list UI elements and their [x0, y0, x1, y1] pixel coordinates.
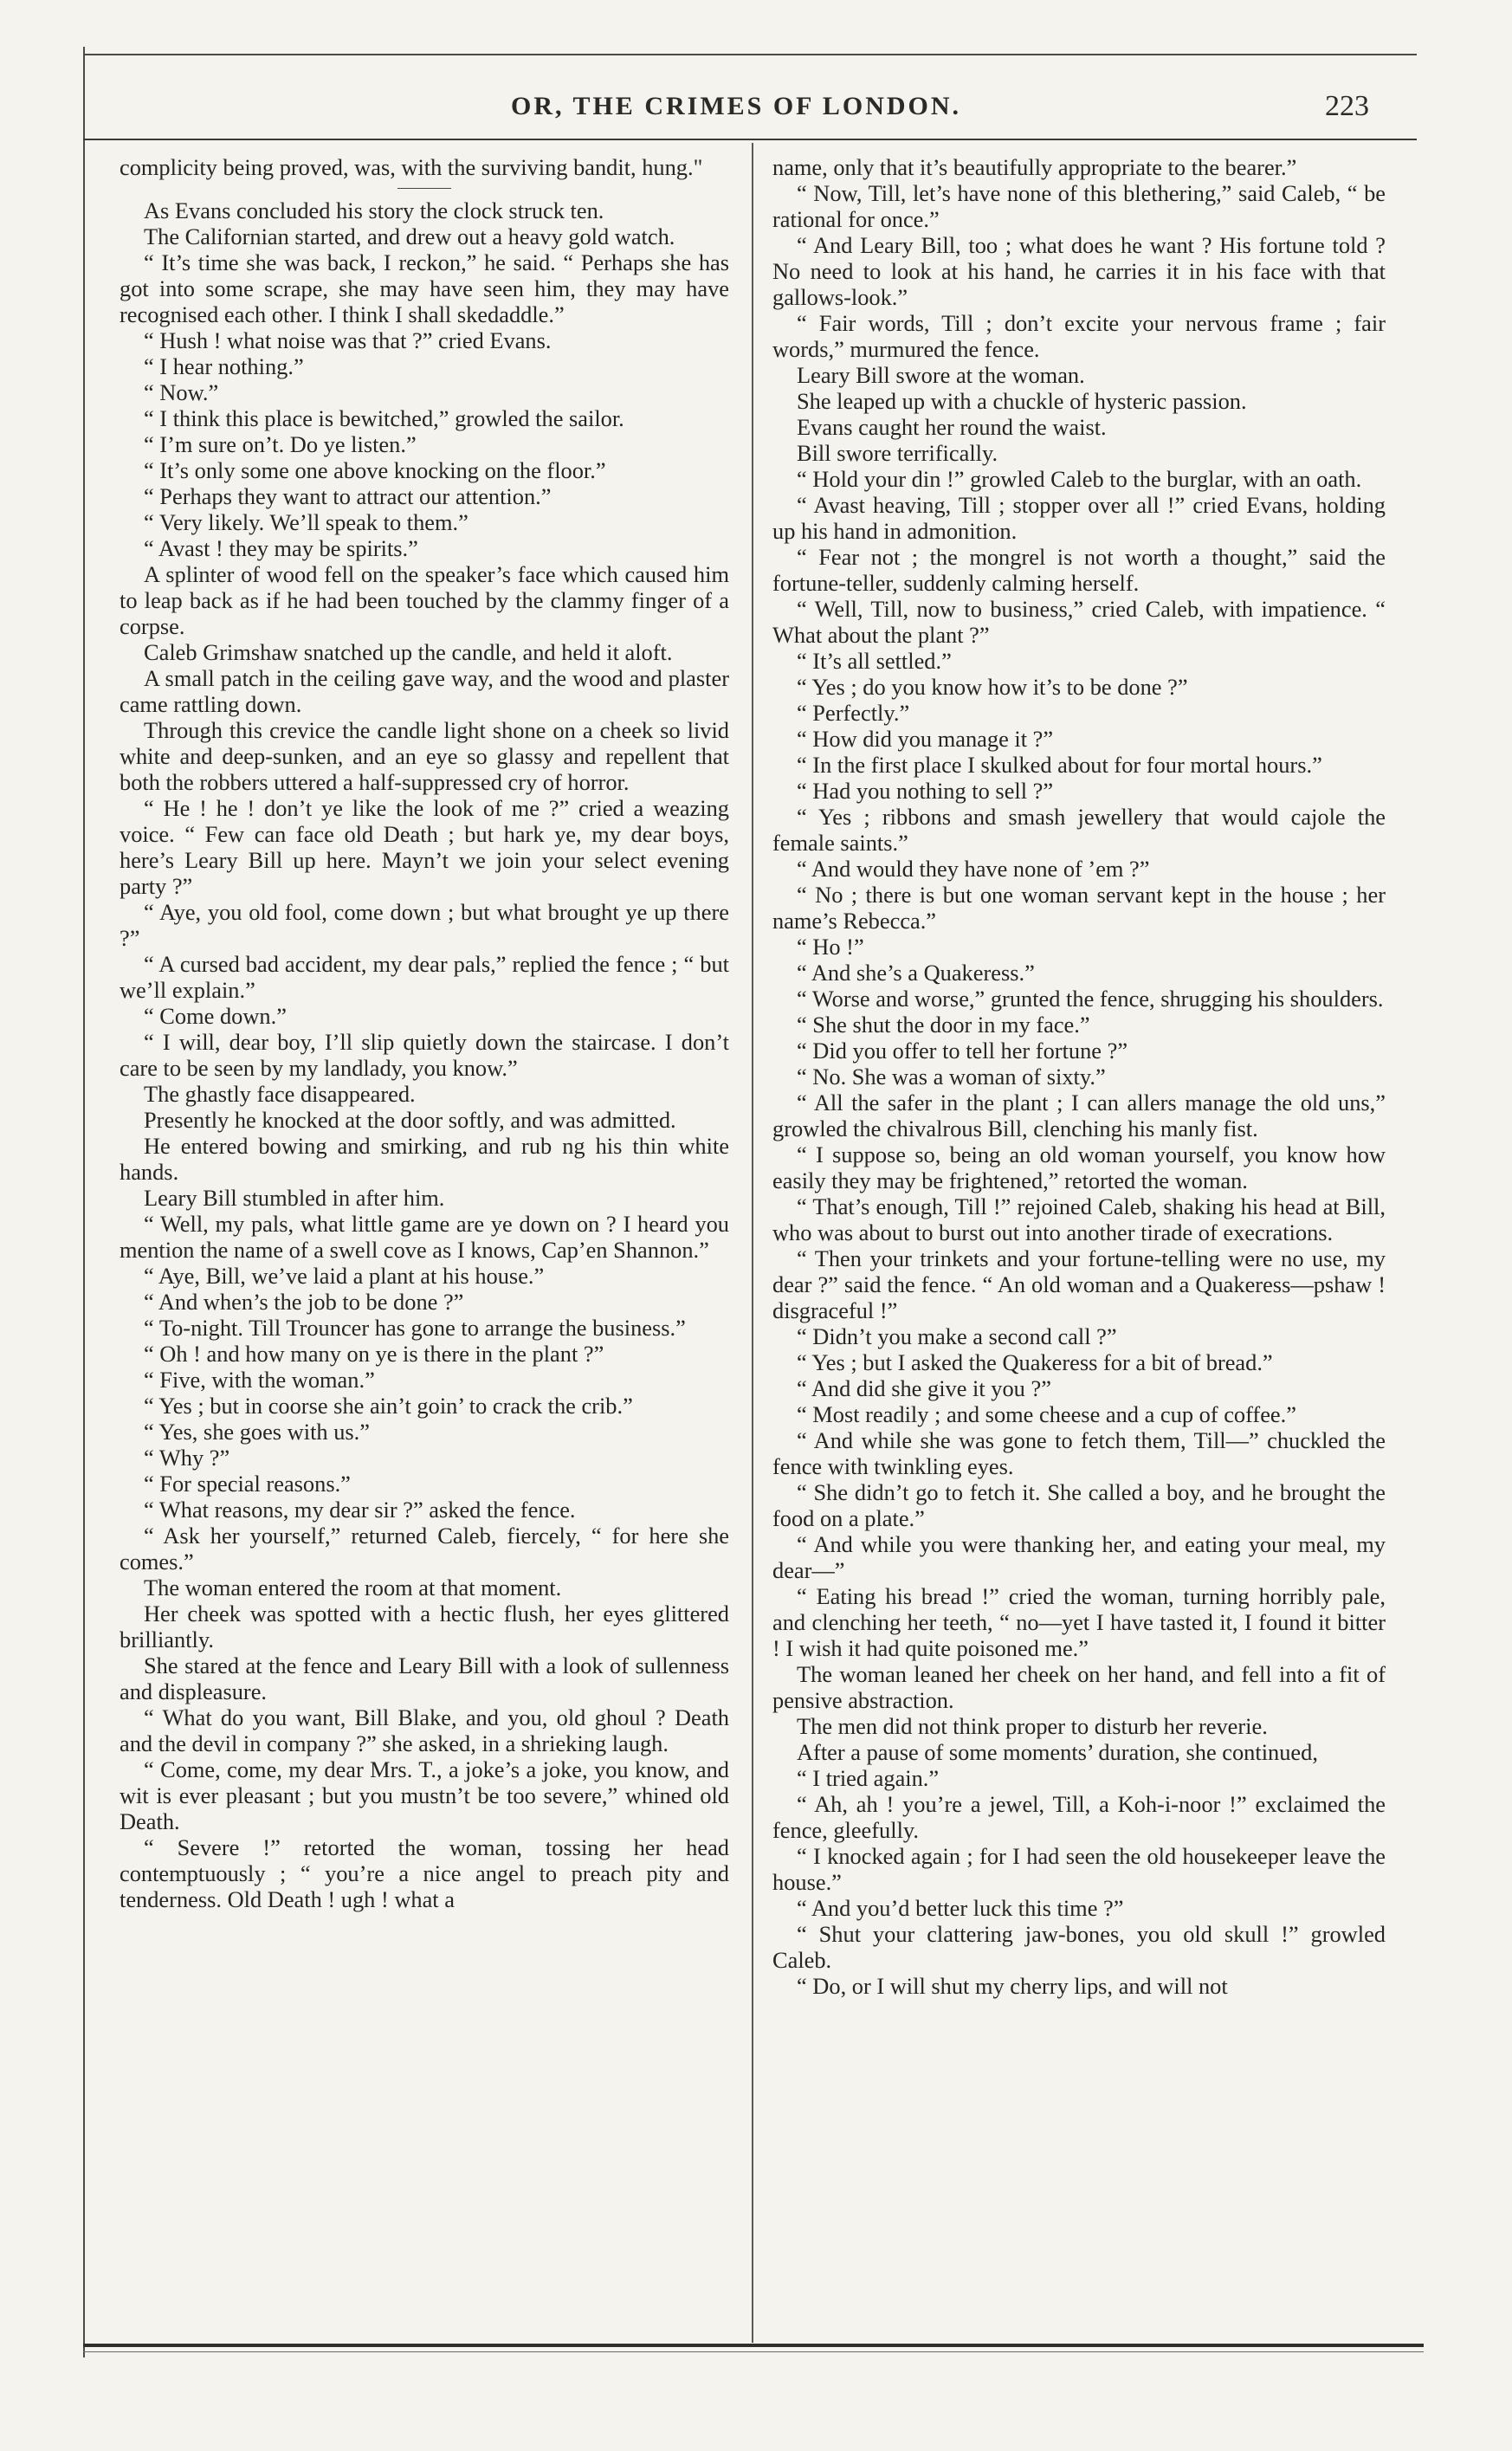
paragraph: “ In the first place I skulked about for four mortal hours.”	[797, 752, 1322, 778]
paragraph: “ Yes ; but I asked the Quakeress for a bit of bread.”	[797, 1349, 1273, 1375]
paragraph: As Evans concluded his story the clock struck ten.	[144, 197, 604, 223]
paragraph: Through this crevice the candle light shone on a cheek so livid white and deep-sunken, and an eye so glassy and repellent that both the robbers uttered a half-suppressed cry of horror.	[120, 717, 729, 795]
paragraph: “ And did she give it you ?”	[797, 1375, 1051, 1401]
paragraph: “ And she’s a Quakeress.”	[797, 960, 1035, 986]
paragraph: “ Severe !” retorted the woman, tossing her head contemptuously ; “ you’re a nice angel to preach pity and tenderness. Old Death ! ugh ! what a	[120, 1834, 729, 1912]
paragraph: “ Very likely. We’ll speak to them.”	[144, 509, 468, 535]
paragraph: “ Aye, you old fool, come down ; but what brought ye up there ?”	[120, 899, 729, 951]
bottom-rule	[83, 2344, 1424, 2347]
paragraph: “ I tried again.”	[797, 1765, 940, 1791]
paragraph: “ Now.”	[144, 379, 219, 405]
paragraph: A small patch in the ceiling gave way, and the wood and plaster came rattling down.	[120, 665, 729, 717]
paragraph: “ Yes, she goes with us.”	[144, 1419, 370, 1445]
paragraph: “ Well, my pals, what little game are ye down on ? I heard you mention the name of a swell cove as I knows, Cap’en Shannon.”	[120, 1211, 729, 1263]
paragraph: “ I’m sure on’t. Do ye listen.”	[144, 431, 417, 457]
paragraph: The ghastly face disappeared.	[144, 1081, 416, 1107]
paragraph: “ Ask her yourself,” returned Caleb, fiercely, “ for here she comes.”	[120, 1523, 729, 1575]
paragraph: The woman leaned her cheek on her hand, and fell into a fit of pensive abstraction.	[772, 1661, 1386, 1713]
paragraph: “ Do, or I will shut my cherry lips, and will not	[797, 1973, 1228, 1999]
paragraph: “ Avast ! they may be spirits.”	[144, 535, 418, 561]
paragraph: “ Yes ; but in coorse she ain’t goin’ to crack the crib.”	[144, 1393, 633, 1419]
paragraph: “ Perhaps they want to attract our attention.”	[144, 483, 552, 509]
paragraph: “ Now, Till, let’s have none of this blethering,” said Caleb, “ be rational for once.”	[772, 180, 1386, 232]
paragraph: “ Perfectly.”	[797, 700, 910, 726]
paragraph: “ Yes ; ribbons and smash jewellery that would cajole the female saints.”	[772, 804, 1386, 856]
running-title: OR, THE CRIMES OF LONDON.	[511, 92, 962, 120]
paragraph: “ She shut the door in my face.”	[797, 1012, 1090, 1038]
paragraph: “ Didn’t you make a second call ?”	[797, 1323, 1117, 1349]
paragraph: Caleb Grimshaw snatched up the candle, and held it aloft.	[144, 639, 673, 665]
paragraph: “ What reasons, my dear sir ?” asked the fence.	[144, 1497, 576, 1523]
paragraph: He entered bowing and smirking, and rub ng his thin white hands.	[120, 1133, 729, 1185]
paragraph: “ And you’d better luck this time ?”	[797, 1895, 1124, 1921]
paragraph: “ She didn’t go to fetch it. She called a boy, and he brought the food on a plate.”	[772, 1479, 1386, 1531]
paragraph: “ Five, with the woman.”	[144, 1367, 375, 1393]
paragraph: “ I suppose so, being an old woman yourself, you know how easily they may be frightened,” retorted the woman.	[772, 1141, 1386, 1193]
paragraph: “ Fair words, Till ; don’t excite your nervous frame ; fair words,” murmured the fence.	[772, 310, 1386, 362]
paragraph: “ I hear nothing.”	[144, 353, 304, 379]
paragraph: “ Avast heaving, Till ; stopper over all !” cried Evans, holding up his hand in admonition.	[772, 492, 1386, 544]
paragraph: “ And when’s the job to be done ?”	[144, 1289, 464, 1315]
column-divider	[752, 143, 753, 2343]
paragraph: “ And while you were thanking her, and eating your meal, my dear—”	[772, 1531, 1386, 1583]
paragraph: “ How did you manage it ?”	[797, 726, 1054, 752]
paragraph: “ Most readily ; and some cheese and a cup of coffee.”	[797, 1401, 1296, 1427]
paragraph: “ And while she was gone to fetch them, Till—” chuckled the fence with twinkling eyes.	[772, 1427, 1386, 1479]
paragraph: “ It’s time she was back, I reckon,” he said. “ Perhaps she has got into some scrape, she may have seen him, they may have recognised each other. I think I shall skedaddle.”	[120, 249, 729, 327]
paragraph: Bill swore terrifically.	[797, 440, 998, 466]
header-rule	[83, 139, 1417, 140]
right-column	[772, 154, 1386, 1999]
paragraph: “ Well, Till, now to business,” cried Caleb, with impatience. “ What about the plant ?”	[772, 596, 1386, 648]
paragraph: “ Ah, ah ! you’re a jewel, Till, a Koh-i-noor !” exclaimed the fence, gleefully.	[772, 1791, 1386, 1843]
paragraph: “ Aye, Bill, we’ve laid a plant at his house.”	[144, 1263, 545, 1289]
paragraph: Her cheek was spotted with a hectic flush, her eyes glittered brilliantly.	[120, 1601, 729, 1652]
paragraph: “ Hush ! what noise was that ?” cried Evans.	[144, 327, 552, 353]
paragraph: “ And Leary Bill, too ; what does he want ? His fortune told ? No need to look at his hand, he carries it in his face with that gallows-look.”	[772, 232, 1386, 310]
paragraph: Leary Bill swore at the woman.	[797, 362, 1085, 388]
paragraph: A splinter of wood fell on the speaker’s face which caused him to leap back as if he had been touched by the clammy finger of a corpse.	[120, 561, 729, 639]
paragraph: “ No. She was a woman of sixty.”	[797, 1064, 1106, 1090]
paragraph: She stared at the fence and Leary Bill with a look of sullenness and displeasure.	[120, 1652, 729, 1704]
section-separator	[397, 188, 451, 189]
page-number: 223	[1325, 90, 1369, 122]
paragraph: “ No ; there is but one woman servant kept in the house ; her name’s Rebecca.”	[772, 882, 1386, 934]
paragraph: “ Oh ! and how many on ye is there in the plant ?”	[144, 1341, 604, 1367]
paragraph: “ All the safer in the plant ; I can allers manage the old uns,” growled the chivalrous Bill, clenching his manly fist.	[772, 1090, 1386, 1141]
paragraph: “ To-night. Till Trouncer has gone to arrange the business.”	[144, 1315, 686, 1341]
paragraph: “ What do you want, Bill Blake, and you, old ghoul ? Death and the devil in company ?” she asked, in a shrieking laugh.	[120, 1704, 729, 1756]
paragraph: “ That’s enough, Till !” rejoined Caleb, shaking his head at Bill, who was about to burst out into another tirade of execrations.	[772, 1193, 1386, 1245]
paragraph: “ Had you nothing to sell ?”	[797, 778, 1054, 804]
paragraph: name, only that it’s beautifully appropriate to the bearer.”	[772, 154, 1297, 180]
paragraph: “ I knocked again ; for I had seen the old housekeeper leave the house.”	[772, 1843, 1386, 1895]
paragraph: complicity being proved, was, with the surviving bandit, hung."	[120, 154, 703, 180]
paragraph: She leaped up with a chuckle of hysteric passion.	[797, 388, 1247, 414]
paragraph: “ A cursed bad accident, my dear pals,” replied the fence ; “ but we’ll explain.”	[120, 951, 729, 1003]
paragraph: “ Then your trinkets and your fortune-telling were no use, my dear ?” said the fence. “ An old woman and a Quakeress—pshaw ! disgraceful !”	[772, 1245, 1386, 1323]
paragraph: “ Come down.”	[144, 1003, 287, 1029]
paragraph: “ Shut your clattering jaw-bones, you old skull !” growled Caleb.	[772, 1921, 1386, 1973]
paragraph: The men did not think proper to disturb her reverie.	[797, 1713, 1268, 1739]
paragraph: “ Ho !”	[797, 934, 864, 960]
paragraph: “ Did you offer to tell her fortune ?”	[797, 1038, 1128, 1064]
paragraph: The woman entered the room at that moment.	[144, 1575, 562, 1601]
paragraph: Leary Bill stumbled in after him.	[144, 1185, 445, 1211]
paragraph: “ It’s only some one above knocking on the floor.”	[144, 457, 606, 483]
paragraph: Evans caught her round the waist.	[797, 414, 1107, 440]
paragraph: The Californian started, and drew out a heavy gold watch.	[144, 223, 675, 249]
paragraph: “ It’s all settled.”	[797, 648, 952, 674]
top-rule	[83, 54, 1417, 55]
paragraph: “ He ! he ! don’t ye like the look of me ?” cried a weazing voice. “ Few can face old Death ; but hark ye, my dear boys, here’s Leary Bill up here. Mayn’t we join your select evening party ?”	[120, 795, 729, 899]
paragraph: “ Why ?”	[144, 1445, 230, 1471]
paragraph: “ Come, come, my dear Mrs. T., a joke’s a joke, you know, and wit is ever pleasant ; but you mustn’t be too severe,” whined old Death.	[120, 1756, 729, 1834]
paragraph: “ Eating his bread !” cried the woman, turning horribly pale, and clenching her teeth, “ no—yet I have tasted it, I found it bitter ! I wish it had quite poisoned me.”	[772, 1583, 1386, 1661]
paragraph: Presently he knocked at the door softly, and was admitted.	[144, 1107, 676, 1133]
paragraph: “ Fear not ; the mongrel is not worth a thought,” said the fortune-teller, suddenly calming herself.	[772, 544, 1386, 596]
bottom-rule-thin	[83, 2351, 1424, 2352]
paragraph: “ And would they have none of ’em ?”	[797, 856, 1150, 882]
left-column	[120, 154, 729, 1912]
paragraph: After a pause of some moments’ duration, she continued,	[797, 1739, 1318, 1765]
paragraph: “ Yes ; do you know how it’s to be done ?”	[797, 674, 1188, 700]
paragraph: “ I think this place is bewitched,” growled the sailor.	[144, 405, 624, 431]
paragraph: “ Worse and worse,” grunted the fence, shrugging his shoulders.	[797, 986, 1384, 1012]
paragraph: “ Hold your din !” growled Caleb to the burglar, with an oath.	[797, 466, 1362, 492]
paragraph: “ I will, dear boy, I’ll slip quietly down the staircase. I don’t care to be seen by my landlady, you know.”	[120, 1029, 729, 1081]
paragraph: “ For special reasons.”	[144, 1471, 351, 1497]
